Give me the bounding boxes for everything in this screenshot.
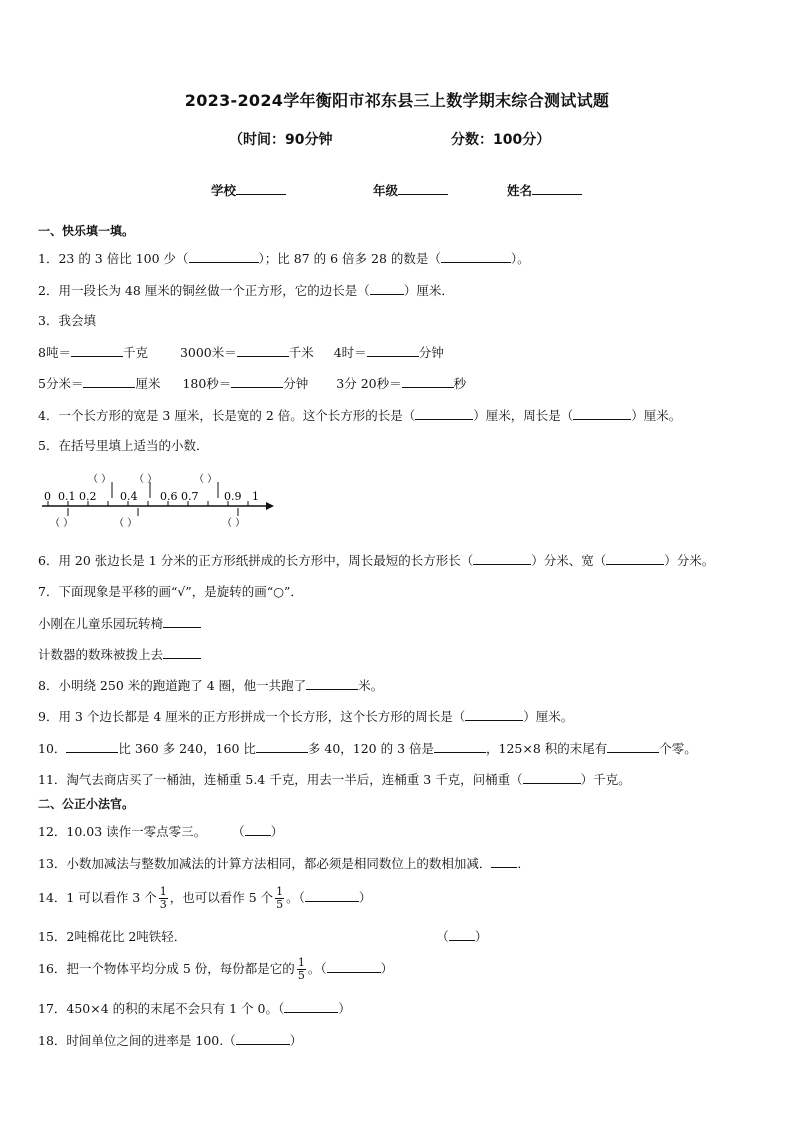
q4-text-c: ）厘米。: [631, 408, 682, 423]
q6-blank-2[interactable]: [606, 552, 664, 565]
q17-text-a: 17．450×4 的积的末尾不会只有 1 个 0。（: [38, 1001, 285, 1016]
q16-frac-den: 5: [297, 969, 305, 982]
nl-blank-bottom-1[interactable]: （ ）: [50, 518, 74, 529]
q14-text-d: ）: [358, 890, 372, 905]
q10-blank-3[interactable]: [434, 740, 486, 753]
nl-label-0-7: 0.7: [181, 490, 199, 503]
question-6: [38, 552, 714, 569]
q12-text-a: 12．10.03 读作一零点零三。: [38, 824, 207, 839]
q16-fraction: [297, 957, 306, 982]
q2-blank[interactable]: [370, 282, 404, 295]
q4-blank-1[interactable]: [415, 407, 473, 420]
question-5: 5．在括号里填上适当的小数．: [38, 438, 209, 453]
q3-r2-text-e: 3分 20秒＝: [336, 376, 402, 391]
q3-blank-6[interactable]: [402, 375, 454, 388]
q16-text-b: 。（: [307, 961, 327, 976]
q15-blank[interactable]: [449, 928, 475, 941]
q14-frac2-den: 5: [276, 898, 284, 911]
q12-text-b: （: [232, 824, 245, 839]
q1-text-c: ）。: [510, 251, 530, 266]
q4-blank-2[interactable]: [573, 407, 631, 420]
school-field[interactable]: [211, 181, 286, 199]
q13-text-b: ．: [517, 856, 530, 871]
q3-blank-5[interactable]: [231, 375, 283, 388]
question-3-row-2: [38, 375, 466, 392]
question-2: [38, 282, 454, 299]
q10-blank-1[interactable]: [66, 740, 118, 753]
question-4: [38, 407, 681, 424]
q7-item1-text: 小刚在儿童乐园玩转椅: [38, 616, 164, 631]
q18-blank[interactable]: [236, 1032, 290, 1045]
q17-text-b: ）: [338, 1001, 351, 1016]
question-7: 7．下面现象是平移的画“√”，是旋转的画“○”．: [38, 584, 303, 599]
q17-blank[interactable]: [284, 1000, 338, 1013]
q3-r2-text-b: 厘米: [135, 376, 161, 391]
q6-text-b: ）分米、宽（: [531, 553, 607, 568]
question-15: [38, 928, 487, 945]
name-label: 姓名: [507, 183, 533, 198]
q7-blank-1[interactable]: [163, 615, 201, 628]
question-9: [38, 708, 573, 725]
question-11: [38, 771, 631, 788]
nl-blank-bottom-2[interactable]: （ ）: [114, 518, 138, 529]
q14-fraction-2: [275, 886, 284, 911]
q1-blank-2[interactable]: [441, 250, 511, 263]
q6-blank-1[interactable]: [473, 552, 531, 565]
q18-text-a: 18．时间单位之间的进率是 100.（: [38, 1033, 236, 1048]
nl-blank-bottom-3[interactable]: （ ）: [222, 518, 246, 529]
q4-text-a: 4．一个长方形的宽是 3 厘米，长是宽的 2 倍。这个长方形的长是（: [38, 408, 416, 423]
q1-text-a: 1．23 的 3 倍比 100 少（: [38, 251, 189, 266]
q7-item2-text: 计数器的数珠被拨上去: [38, 647, 164, 662]
q4-text-b: ）厘米，周长是（: [473, 408, 574, 423]
q12-blank[interactable]: [245, 823, 271, 836]
exam-score: 分数：100分）: [451, 132, 551, 148]
q9-text-a: 9．用 3 个边长都是 4 厘米的正方形拼成一个长方形，这个长方形的周长是（: [38, 709, 466, 724]
question-7-item-1: [38, 615, 201, 632]
q9-text-b: ）厘米。: [523, 709, 574, 724]
q3-r2-text-d: 分钟: [283, 376, 309, 391]
q10-text-b: 比 360 多 240，160 比: [118, 741, 256, 756]
q3-r2-text-c: 180秒＝: [182, 376, 232, 391]
school-blank[interactable]: [236, 182, 286, 195]
nl-label-0-9: 0.9: [224, 490, 242, 503]
q16-text-c: ）: [380, 961, 394, 976]
grade-label: 年级: [373, 183, 399, 198]
question-16: [38, 955, 393, 983]
q14-text-c: 。（: [286, 890, 305, 905]
q10-text-e: 个零。: [659, 741, 697, 756]
q13-text-a: 13．小数加减法与整数加减法的计算方法相同，都必须是相同数位上的数相加减．: [38, 856, 492, 871]
q9-blank[interactable]: [465, 708, 523, 721]
school-label: 学校: [211, 183, 237, 198]
q3-r2-text-a: 5分米＝: [38, 376, 84, 391]
q14-frac1-den: 3: [159, 898, 167, 911]
q16-blank[interactable]: [327, 960, 381, 973]
q14-blank[interactable]: [305, 889, 359, 902]
q10-text-c: 多 40，120 的 3 倍是: [307, 741, 435, 756]
q3-r2-text-f: 秒: [453, 376, 467, 391]
question-14: [38, 884, 371, 912]
number-line-figure: [38, 468, 278, 532]
question-18: [38, 1032, 302, 1049]
question-1: [38, 250, 530, 267]
q15-text-c: ）: [474, 929, 488, 944]
question-7-item-2: [38, 646, 201, 663]
name-field[interactable]: [507, 181, 582, 199]
q10-text-a: 10．: [38, 741, 67, 756]
q3-blank-4[interactable]: [83, 375, 135, 388]
nl-label-0-2: 0.2: [79, 490, 97, 503]
nl-label-0-4: 0.4: [120, 490, 138, 503]
grade-field[interactable]: [373, 181, 448, 199]
q8-text-b: 米。: [358, 678, 384, 693]
q7-blank-2[interactable]: [163, 646, 201, 659]
q11-text-b: ）千克。: [580, 772, 631, 787]
grade-blank[interactable]: [398, 182, 448, 195]
q15-text-b: （: [436, 929, 449, 944]
q10-blank-2[interactable]: [256, 740, 308, 753]
nl-label-0-1: 0.1: [58, 490, 76, 503]
q14-frac1-num: 1: [159, 885, 167, 898]
q3-r1-text-d: 千米: [288, 345, 314, 360]
question-12: [38, 823, 283, 840]
q12-text-c: ）: [270, 824, 284, 839]
page-title: 2023-2024学年衡阳市祁东县三上数学期末综合测试试题: [184, 91, 610, 110]
nl-label-1: 1: [252, 490, 259, 503]
q3-r1-text-b: 千克: [122, 345, 148, 360]
q3-blank-1[interactable]: [71, 344, 123, 357]
q10-blank-4[interactable]: [607, 740, 659, 753]
q3-blank-3[interactable]: [367, 344, 419, 357]
question-13: [38, 855, 530, 872]
q10-text-d: ，125×8 积的末尾有: [486, 741, 608, 756]
question-8: [38, 677, 383, 694]
q3-r1-text-c: 3000米＝: [179, 345, 237, 360]
q8-text-a: 8．小明绕 250 米的跑道跑了 4 圈，他一共跑了: [38, 678, 307, 693]
question-3-row-1: [38, 344, 444, 361]
nl-blank-top-3[interactable]: （ ）: [194, 474, 218, 485]
q2-text-b: ）厘米．: [403, 283, 454, 298]
q14-fraction-1: [159, 886, 168, 911]
q1-text-b: ）；比 87 的 6 倍多 28 的数是（: [258, 251, 441, 266]
question-17: [38, 1000, 351, 1017]
name-blank[interactable]: [532, 182, 582, 195]
section-2-heading: 二、公正小法官。: [38, 797, 135, 811]
q13-blank[interactable]: [491, 855, 517, 868]
exam-time: （时间：90分钟: [229, 132, 333, 148]
q16-frac-num: 1: [297, 956, 305, 969]
question-10: [38, 740, 697, 757]
q15-text-a: 15．2吨棉花比 2吨铁轻．: [38, 929, 187, 944]
q1-blank-1[interactable]: [189, 250, 259, 263]
q11-blank[interactable]: [523, 771, 581, 784]
q14-text-a: 14．1 可以看作 3 个: [38, 890, 157, 905]
q6-text-a: 6．用 20 张边长是 1 分米的正方形纸拼成的长方形中，周长最短的长方形长（: [38, 553, 474, 568]
q18-text-b: ）: [289, 1033, 303, 1048]
q3-r1-text-f: 分钟: [418, 345, 444, 360]
q3-r1-text-e: 4时＝: [333, 345, 367, 360]
section-1-heading: 一、快乐填一填。: [38, 224, 135, 238]
nl-blank-top-1[interactable]: （ ）: [88, 474, 112, 485]
q6-text-c: ）分米。: [664, 553, 715, 568]
q3-blank-2[interactable]: [237, 344, 289, 357]
q8-blank[interactable]: [306, 677, 358, 690]
nl-blank-top-2[interactable]: （ ）: [134, 474, 158, 485]
question-3-title: 3．我会填: [38, 313, 96, 328]
number-line-arrow: [266, 502, 274, 510]
q16-text-a: 16．把一个物体平均分成 5 份，每份都是它的: [38, 961, 295, 976]
nl-label-0: 0: [44, 490, 51, 503]
nl-label-0-6: 0.6: [160, 490, 178, 503]
q14-frac2-num: 1: [276, 885, 284, 898]
q2-text-a: 2．用一段长为 48 厘米的铜丝做一个正方形，它的边长是（: [38, 283, 370, 298]
q3-r1-text-a: 8吨＝: [38, 345, 71, 360]
q11-text-a: 11．淘气去商店买了一桶油，连桶重 5.4 千克，用去一半后，连桶重 3 千克，问桶重（: [38, 772, 523, 787]
q14-text-b: ，也可以看作 5 个: [169, 890, 274, 905]
